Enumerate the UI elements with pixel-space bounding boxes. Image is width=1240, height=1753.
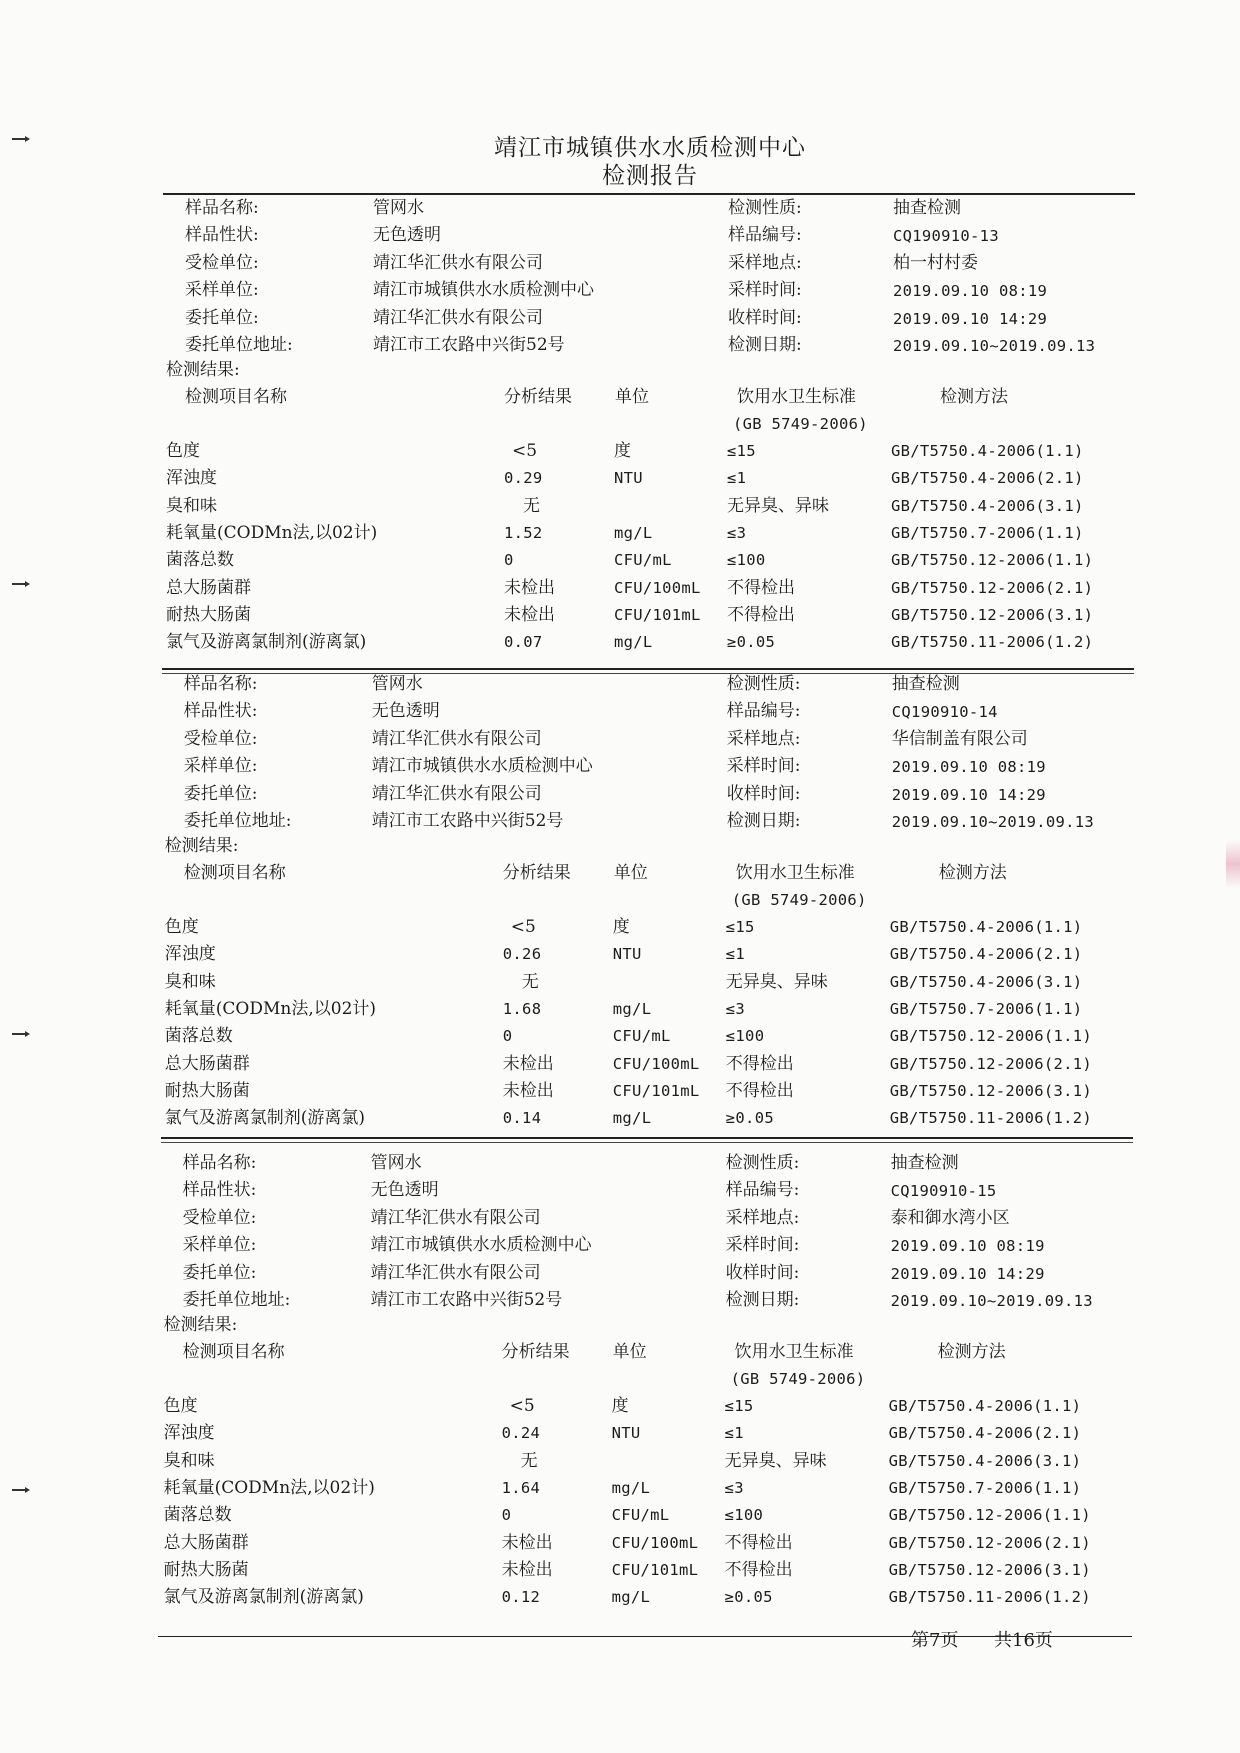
field-value-client-unit: 靖江华汇供水有限公司	[370, 1262, 541, 1283]
result-unit: CFU/100mL	[614, 578, 701, 597]
field-value-client-address: 靖江市工农路中兴街52号	[373, 335, 565, 355]
result-unit: CFU/100mL	[611, 1533, 699, 1552]
result-standard: 无异臭、异味	[724, 1450, 827, 1471]
result-item-name: 氯气及游离氯制剂(游离氯)	[166, 632, 367, 653]
result-method: GB/T5750.4-2006(3.1)	[891, 496, 1084, 515]
result-unit: mg/L	[614, 633, 653, 652]
field-value-inspected-unit: 靖江华汇供水有限公司	[373, 252, 543, 273]
field-value-sampling-site: 柏一村村委	[893, 252, 978, 273]
result-value: 未检出	[504, 577, 555, 598]
result-unit: CFU/100mL	[612, 1054, 700, 1073]
result-method: GB/T5750.12-2006(2.1)	[888, 1533, 1091, 1552]
result-unit: 度	[611, 1396, 629, 1416]
result-item-name: 菌落总数	[163, 1505, 232, 1526]
binding-mark	[12, 1033, 26, 1035]
result-unit: 度	[612, 917, 630, 937]
result-value: 无	[521, 971, 539, 992]
result-method: GB/T5750.4-2006(2.1)	[891, 469, 1084, 488]
result-value: 0.14	[502, 1109, 542, 1128]
result-unit: mg/L	[612, 999, 652, 1018]
field-label-sample-name: 样品名称:	[183, 674, 258, 694]
field-value-sampling-time: 2019.09.10 08:19	[890, 1237, 1045, 1256]
result-item-name: 耐热大肠菌	[166, 604, 251, 625]
result-method: GB/T5750.7-2006(1.1)	[891, 523, 1084, 542]
result-method: GB/T5750.4-2006(1.1)	[889, 918, 1083, 936]
result-standard: 不得检出	[725, 1080, 794, 1101]
result-item-name: 耗氧量(CODMn法,以02计)	[164, 998, 377, 1019]
result-item-name: 臭和味	[164, 971, 216, 992]
field-label-test-date: 检测日期:	[726, 811, 801, 831]
result-unit: mg/L	[614, 523, 653, 542]
column-header-standard-sub: (GB 5749-2006)	[733, 415, 868, 433]
field-value-receipt-time: 2019.09.10 14:29	[893, 309, 1048, 328]
results-heading: 检测结果:	[163, 1315, 238, 1335]
field-label-client-address: 委托单位地址:	[185, 335, 293, 355]
binding-mark	[12, 583, 26, 585]
field-label-sample-no: 样品编号:	[725, 1180, 800, 1201]
result-unit: NTU	[611, 1424, 641, 1443]
binding-mark	[12, 138, 26, 140]
field-label-test-nature: 检测性质:	[725, 1153, 800, 1173]
result-standard: 不得检出	[727, 577, 795, 598]
result-method: GB/T5750.12-2006(1.1)	[888, 1506, 1091, 1525]
column-header-unit: 单位	[612, 1342, 647, 1362]
result-value: 1.64	[501, 1478, 541, 1497]
field-label-inspected-unit: 受检单位:	[183, 728, 258, 749]
result-item-name: 耗氧量(CODMn法,以02计)	[166, 522, 378, 543]
result-unit: CFU/mL	[614, 551, 672, 570]
result-standard: ≤3	[727, 523, 747, 542]
result-item-name: 菌落总数	[166, 550, 234, 571]
result-method: GB/T5750.12-2006(3.1)	[889, 1081, 1093, 1100]
result-standard: 无异臭、异味	[725, 971, 828, 992]
column-header-unit: 单位	[613, 863, 648, 883]
result-method: GB/T5750.4-2006(3.1)	[889, 972, 1083, 991]
column-header-result: 分析结果	[504, 387, 572, 407]
result-unit: mg/L	[611, 1478, 651, 1497]
result-item-name: 总大肠菌群	[163, 1532, 249, 1553]
field-value-test-nature: 抽查检测	[890, 1153, 959, 1173]
result-standard: 无异臭、异味	[727, 495, 829, 516]
result-method: GB/T5750.11-2006(1.2)	[889, 1109, 1093, 1128]
column-header-standard: 饮用水卫生标准	[737, 387, 856, 407]
result-value: 0	[502, 1027, 513, 1046]
field-label-client-unit: 委托单位:	[185, 307, 259, 328]
result-method: GB/T5750.11-2006(1.2)	[891, 633, 1094, 652]
field-label-sample-appearance: 样品性状:	[182, 1180, 257, 1201]
result-standard: 不得检出	[725, 1053, 794, 1074]
field-label-client-unit: 委托单位:	[183, 783, 258, 804]
column-header-unit: 单位	[615, 387, 649, 407]
result-standard: ≤15	[727, 442, 756, 460]
result-standard: ≥0.05	[727, 633, 776, 652]
field-label-sample-name: 样品名称:	[185, 198, 259, 218]
field-label-inspected-unit: 受检单位:	[185, 252, 259, 273]
field-value-receipt-time: 2019.09.10 14:29	[890, 1264, 1045, 1283]
field-value-client-address: 靖江市工农路中兴街52号	[370, 1290, 563, 1310]
field-label-sample-no: 样品编号:	[728, 225, 802, 246]
result-standard: ≤15	[724, 1397, 754, 1415]
field-value-sampling-unit: 靖江市城镇供水水质检测中心	[371, 756, 593, 777]
result-item-name: 色度	[163, 1396, 198, 1416]
field-value-inspected-unit: 靖江华汇供水有限公司	[370, 1207, 541, 1228]
results-heading: 检测结果:	[164, 836, 239, 856]
field-label-sampling-unit: 采样单位:	[185, 280, 259, 301]
result-unit: NTU	[612, 945, 642, 964]
result-value: 未检出	[502, 1053, 554, 1074]
result-item-name: 臭和味	[166, 495, 217, 516]
column-header-item: 检测项目名称	[185, 387, 287, 407]
field-value-name: 管网水	[371, 674, 423, 694]
field-label-sampling-site: 采样地点:	[726, 728, 801, 749]
field-value-receipt-time: 2019.09.10 14:29	[891, 785, 1046, 804]
result-standard: 不得检出	[724, 1559, 793, 1580]
result-item-name: 总大肠菌群	[164, 1053, 250, 1074]
field-label-sampling-site: 采样地点:	[728, 252, 802, 273]
column-header-item: 检测项目名称	[182, 1342, 285, 1362]
result-unit: CFU/101mL	[614, 605, 701, 624]
result-unit: NTU	[614, 469, 643, 488]
result-item-name: 色度	[164, 917, 199, 937]
result-item-name: 耗氧量(CODMn法,以02计)	[163, 1477, 375, 1498]
result-standard: ≤15	[725, 918, 755, 936]
result-method: GB/T5750.12-2006(1.1)	[889, 1027, 1093, 1046]
field-label-client-address: 委托单位地址:	[183, 811, 292, 831]
field-value-appearance: 无色透明	[371, 701, 440, 722]
result-unit: mg/L	[611, 1588, 651, 1607]
result-value: 未检出	[501, 1559, 553, 1580]
field-label-test-date: 检测日期:	[728, 335, 802, 355]
result-method: GB/T5750.11-2006(1.2)	[888, 1588, 1091, 1607]
result-standard: 不得检出	[724, 1532, 793, 1553]
result-method: GB/T5750.12-2006(2.1)	[891, 578, 1094, 597]
result-item-name: 浑浊度	[166, 468, 217, 489]
field-label-sampling-site: 采样地点:	[725, 1207, 800, 1228]
seal-edge	[1226, 840, 1240, 888]
result-unit: CFU/101mL	[612, 1081, 700, 1100]
result-value: 未检出	[502, 1080, 554, 1101]
column-header-standard: 饮用水卫生标准	[734, 1342, 854, 1362]
result-value: 未检出	[504, 604, 555, 625]
field-label-sampling-unit: 采样单位:	[182, 1235, 257, 1256]
column-header-standard: 饮用水卫生标准	[735, 863, 855, 883]
field-label-sample-appearance: 样品性状:	[185, 225, 259, 246]
field-value-appearance: 无色透明	[373, 225, 441, 246]
result-value: 1.52	[504, 523, 543, 542]
field-label-test-nature: 检测性质:	[728, 198, 802, 218]
column-header-result: 分析结果	[501, 1342, 570, 1362]
result-standard: ≥0.05	[725, 1109, 774, 1128]
result-unit: CFU/mL	[612, 1027, 671, 1046]
field-label-receipt-time: 收样时间:	[725, 1262, 800, 1283]
sample-report-1	[0, 186, 1240, 656]
field-label-client-unit: 委托单位:	[182, 1262, 257, 1283]
field-value-test-date: 2019.09.10~2019.09.13	[891, 813, 1095, 831]
result-method: GB/T5750.4-2006(1.1)	[888, 1397, 1082, 1415]
field-label-client-address: 委托单位地址:	[182, 1290, 291, 1310]
result-value: 0.29	[504, 469, 543, 488]
result-item-name: 浑浊度	[163, 1423, 215, 1444]
result-standard: 不得检出	[727, 604, 795, 625]
column-header-method: 检测方法	[940, 387, 1008, 407]
result-value: 无	[520, 1450, 538, 1471]
field-label-sampling-time: 采样时间:	[725, 1235, 800, 1256]
result-method: GB/T5750.4-2006(1.1)	[891, 442, 1084, 460]
result-value: 0	[501, 1506, 512, 1525]
result-item-name: 浑浊度	[164, 944, 216, 965]
footer-rule	[158, 1636, 1132, 1637]
result-item-name: 臭和味	[163, 1450, 215, 1471]
result-standard: ≤100	[724, 1506, 764, 1525]
result-value: 0.24	[501, 1424, 541, 1443]
result-unit: CFU/101mL	[611, 1560, 699, 1579]
column-header-standard-sub: (GB 5749-2006)	[731, 891, 867, 909]
result-method: GB/T5750.12-2006(3.1)	[891, 605, 1094, 624]
section-divider	[161, 1137, 1133, 1139]
page-total: 共16页	[994, 1630, 1053, 1651]
field-value-client-unit: 靖江华汇供水有限公司	[371, 783, 542, 804]
field-value-sampling-site: 华信制盖有限公司	[891, 728, 1028, 749]
field-value-inspected-unit: 靖江华汇供水有限公司	[371, 728, 542, 749]
field-value-sample-no: CQ190910-13	[893, 227, 999, 246]
field-label-sampling-time: 采样时间:	[726, 756, 801, 777]
field-value-appearance: 无色透明	[370, 1180, 439, 1201]
column-header-standard-sub: (GB 5749-2006)	[730, 1370, 866, 1388]
field-value-client-address: 靖江市工农路中兴街52号	[371, 811, 564, 831]
result-standard: ≤1	[724, 1424, 744, 1443]
result-item-name: 耐热大肠菌	[163, 1559, 249, 1580]
result-method: GB/T5750.12-2006(2.1)	[889, 1054, 1093, 1073]
result-item-name: 菌落总数	[164, 1026, 233, 1047]
field-label-sample-appearance: 样品性状:	[183, 701, 258, 722]
result-value: <5	[510, 917, 536, 937]
result-value: 1.68	[502, 999, 542, 1018]
field-value-test-nature: 抽查检测	[893, 198, 961, 218]
binding-mark	[12, 1489, 26, 1491]
result-unit: CFU/mL	[611, 1506, 670, 1525]
result-unit: 度	[614, 441, 631, 461]
result-item-name: 氯气及游离氯制剂(游离氯)	[163, 1587, 364, 1608]
field-value-test-date: 2019.09.10~2019.09.13	[893, 337, 1096, 355]
results-heading: 检测结果:	[166, 360, 240, 380]
result-standard: ≤1	[727, 469, 747, 488]
column-header-method: 检测方法	[938, 863, 1007, 883]
field-value-sample-no: CQ190910-14	[891, 703, 998, 722]
result-value: 无	[523, 495, 540, 516]
field-value-sampling-site: 泰和御水湾小区	[890, 1207, 1010, 1228]
result-value: <5	[509, 1396, 535, 1416]
field-label-sample-no: 样品编号:	[726, 701, 801, 722]
result-standard: ≤3	[724, 1478, 744, 1497]
result-standard: ≤3	[725, 999, 746, 1018]
field-label-sampling-time: 采样时间:	[728, 280, 802, 301]
result-standard: ≥0.05	[724, 1588, 773, 1607]
result-method: GB/T5750.7-2006(1.1)	[889, 999, 1083, 1018]
result-method: GB/T5750.4-2006(2.1)	[888, 1424, 1082, 1443]
result-method: GB/T5750.12-2006(3.1)	[888, 1560, 1091, 1579]
field-value-name: 管网水	[370, 1153, 422, 1173]
field-value-client-unit: 靖江华汇供水有限公司	[373, 307, 543, 328]
field-value-test-date: 2019.09.10~2019.09.13	[890, 1292, 1093, 1310]
field-label-sample-name: 样品名称:	[182, 1153, 257, 1173]
field-value-sampling-unit: 靖江市城镇供水水质检测中心	[373, 280, 594, 301]
field-value-test-nature: 抽查检测	[891, 674, 960, 694]
result-item-name: 氯气及游离氯制剂(游离氯)	[164, 1108, 366, 1129]
report-title: 检测报告	[602, 163, 698, 189]
result-value: 未检出	[501, 1532, 553, 1553]
field-label-sampling-unit: 采样单位:	[183, 756, 258, 777]
result-method: GB/T5750.12-2006(1.1)	[891, 551, 1094, 570]
field-value-sampling-time: 2019.09.10 08:19	[891, 758, 1046, 777]
field-label-test-date: 检测日期:	[725, 1290, 800, 1310]
result-item-name: 色度	[166, 441, 200, 461]
field-label-test-nature: 检测性质:	[726, 674, 801, 694]
page-number: 第7页	[911, 1630, 959, 1651]
result-item-name: 耐热大肠菌	[164, 1080, 250, 1101]
org-title: 靖江市城镇供水水质检测中心	[494, 135, 806, 161]
field-value-sampling-time: 2019.09.10 08:19	[893, 282, 1048, 301]
column-header-method: 检测方法	[937, 1342, 1006, 1362]
result-method: GB/T5750.7-2006(1.1)	[888, 1478, 1082, 1497]
column-header-result: 分析结果	[502, 863, 571, 883]
result-value: 0	[504, 551, 514, 570]
result-value: 0.26	[502, 945, 542, 964]
result-value: 0.07	[504, 633, 543, 652]
column-header-item: 检测项目名称	[183, 863, 286, 883]
result-value: <5	[512, 441, 538, 461]
field-value-sample-no: CQ190910-15	[890, 1182, 997, 1201]
sample-report-3	[0, 1141, 1240, 1611]
result-method: GB/T5750.4-2006(3.1)	[888, 1451, 1082, 1470]
result-unit: mg/L	[612, 1109, 652, 1128]
result-value: 0.12	[501, 1588, 541, 1607]
result-standard: ≤100	[727, 551, 766, 570]
result-standard: ≤1	[725, 945, 746, 964]
field-label-receipt-time: 收样时间:	[728, 307, 802, 328]
field-label-inspected-unit: 受检单位:	[182, 1207, 257, 1228]
sample-report-2	[0, 662, 1240, 1132]
result-standard: ≤100	[725, 1027, 765, 1046]
result-method: GB/T5750.4-2006(2.1)	[889, 945, 1083, 964]
field-label-receipt-time: 收样时间:	[726, 783, 801, 804]
result-item-name: 总大肠菌群	[166, 577, 251, 598]
field-value-sampling-unit: 靖江市城镇供水水质检测中心	[370, 1235, 592, 1256]
field-value-name: 管网水	[373, 198, 424, 218]
